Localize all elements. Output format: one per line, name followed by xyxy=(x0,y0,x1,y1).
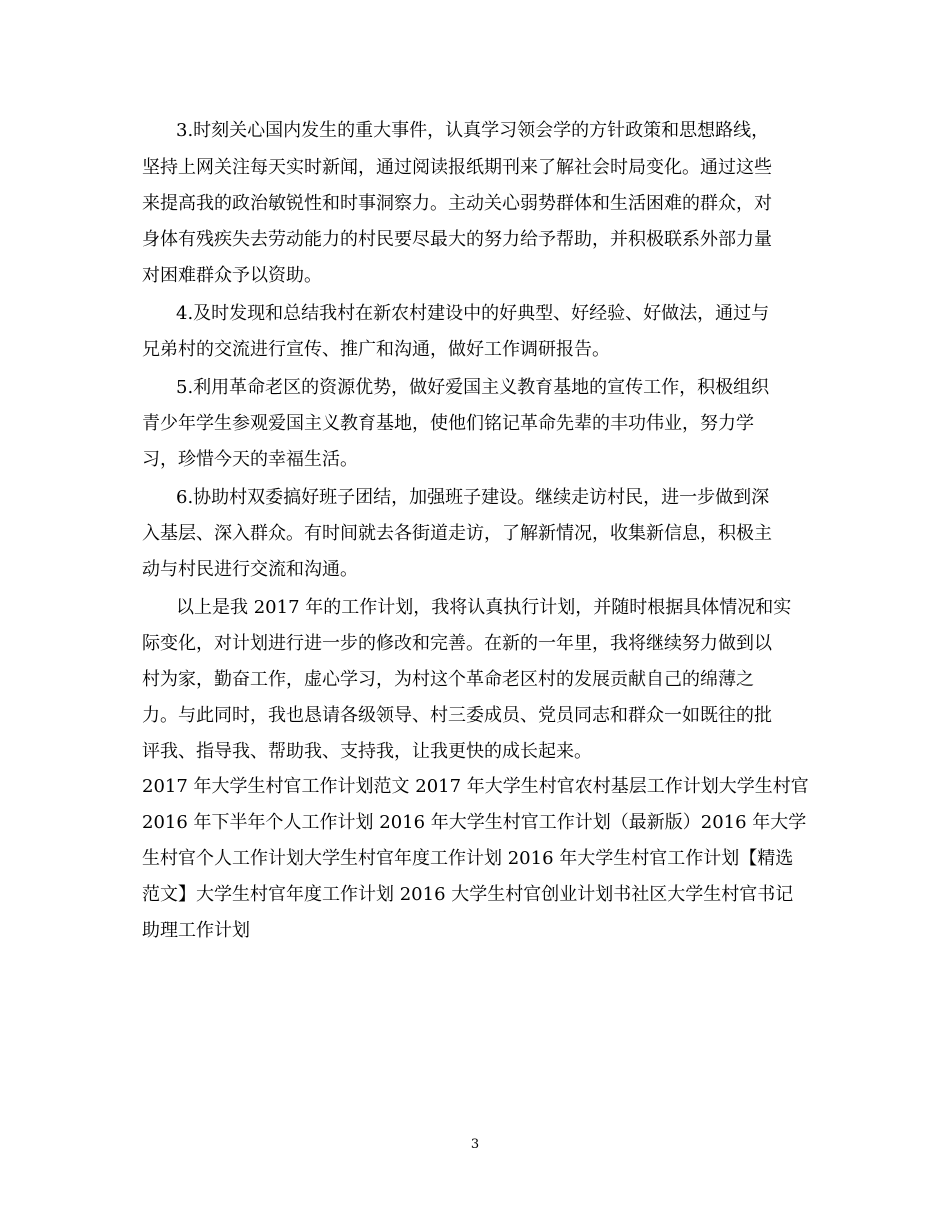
text-line: 动与村民进行交流和沟通。 xyxy=(142,559,358,580)
text-line: 际变化，对计划进行进一步的修改和完善。在新的一年里，我将继续努力做到以 xyxy=(142,633,772,654)
text-line: 生村官个人工作计划大学生村官年度工作计划 2016 年大学生村官工作计划【精选 xyxy=(142,848,794,869)
text-line: 入基层、深入群众。有时间就去各街道走访，了解新情况，收集新信息，积极主 xyxy=(142,523,772,544)
text-line: 助理工作计划 xyxy=(142,920,250,941)
text-line: 3.时刻关心国内发生的重大事件，认真学习领会学的方针政策和思想路线， xyxy=(176,120,770,141)
text-line: 习，珍惜今天的幸福生活。 xyxy=(142,449,358,470)
text-line: 力。与此同时，我也恳请各级领导、村三委成员、党员同志和群众一如既往的批 xyxy=(142,705,772,726)
text-line: 身体有残疾失去劳动能力的村民要尽最大的努力给予帮助，并积极联系外部力量 xyxy=(142,229,772,250)
text-line: 2017 年大学生村官工作计划范文 2017 年大学生村官农村基层工作计划大学生村官 xyxy=(142,776,809,797)
text-line: 评我、指导我、帮助我、支持我，让我更快的成长起来。 xyxy=(142,741,592,762)
text-line: 2016 年下半年个人工作计划 2016 年大学生村官工作计划（最新版）2016 年大学 xyxy=(142,812,807,833)
text-line: 以上是我 2017 年的工作计划，我将认真执行计划，并随时根据具体情况和实 xyxy=(176,597,792,618)
text-line: 6.协助村双委搞好班子团结，加强班子建设。继续走访村民，进一步做到深 xyxy=(176,487,770,508)
text-line: 坚持上网关注每天实时新闻，通过阅读报纸期刊来了解社会时局变化。通过这些 xyxy=(142,157,772,178)
text-line: 5.利用革命老区的资源优势，做好爱国主义教育基地的宣传工作，积极组织 xyxy=(176,377,770,398)
text-line: 来提高我的政治敏锐性和时事洞察力。主动关心弱势群体和生活困难的群众，对 xyxy=(142,193,772,214)
text-line: 4.及时发现和总结我村在新农村建设中的好典型、好经验、好做法，通过与 xyxy=(176,303,770,324)
text-line: 对困难群众予以资助。 xyxy=(142,265,322,286)
text-line: 范文】大学生村官年度工作计划 2016 大学生村官创业计划书社区大学生村官书记 xyxy=(142,884,794,905)
text-line: 青少年学生参观爱国主义教育基地，使他们铭记革命先辈的丰功伟业，努力学 xyxy=(142,413,754,434)
page-number: 3 xyxy=(470,1137,480,1152)
text-line: 兄弟村的交流进行宣传、推广和沟通，做好工作调研报告。 xyxy=(142,339,610,360)
text-line: 村为家，勤奋工作，虚心学习，为村这个革命老区村的发展贡献自己的绵薄之 xyxy=(142,669,754,690)
